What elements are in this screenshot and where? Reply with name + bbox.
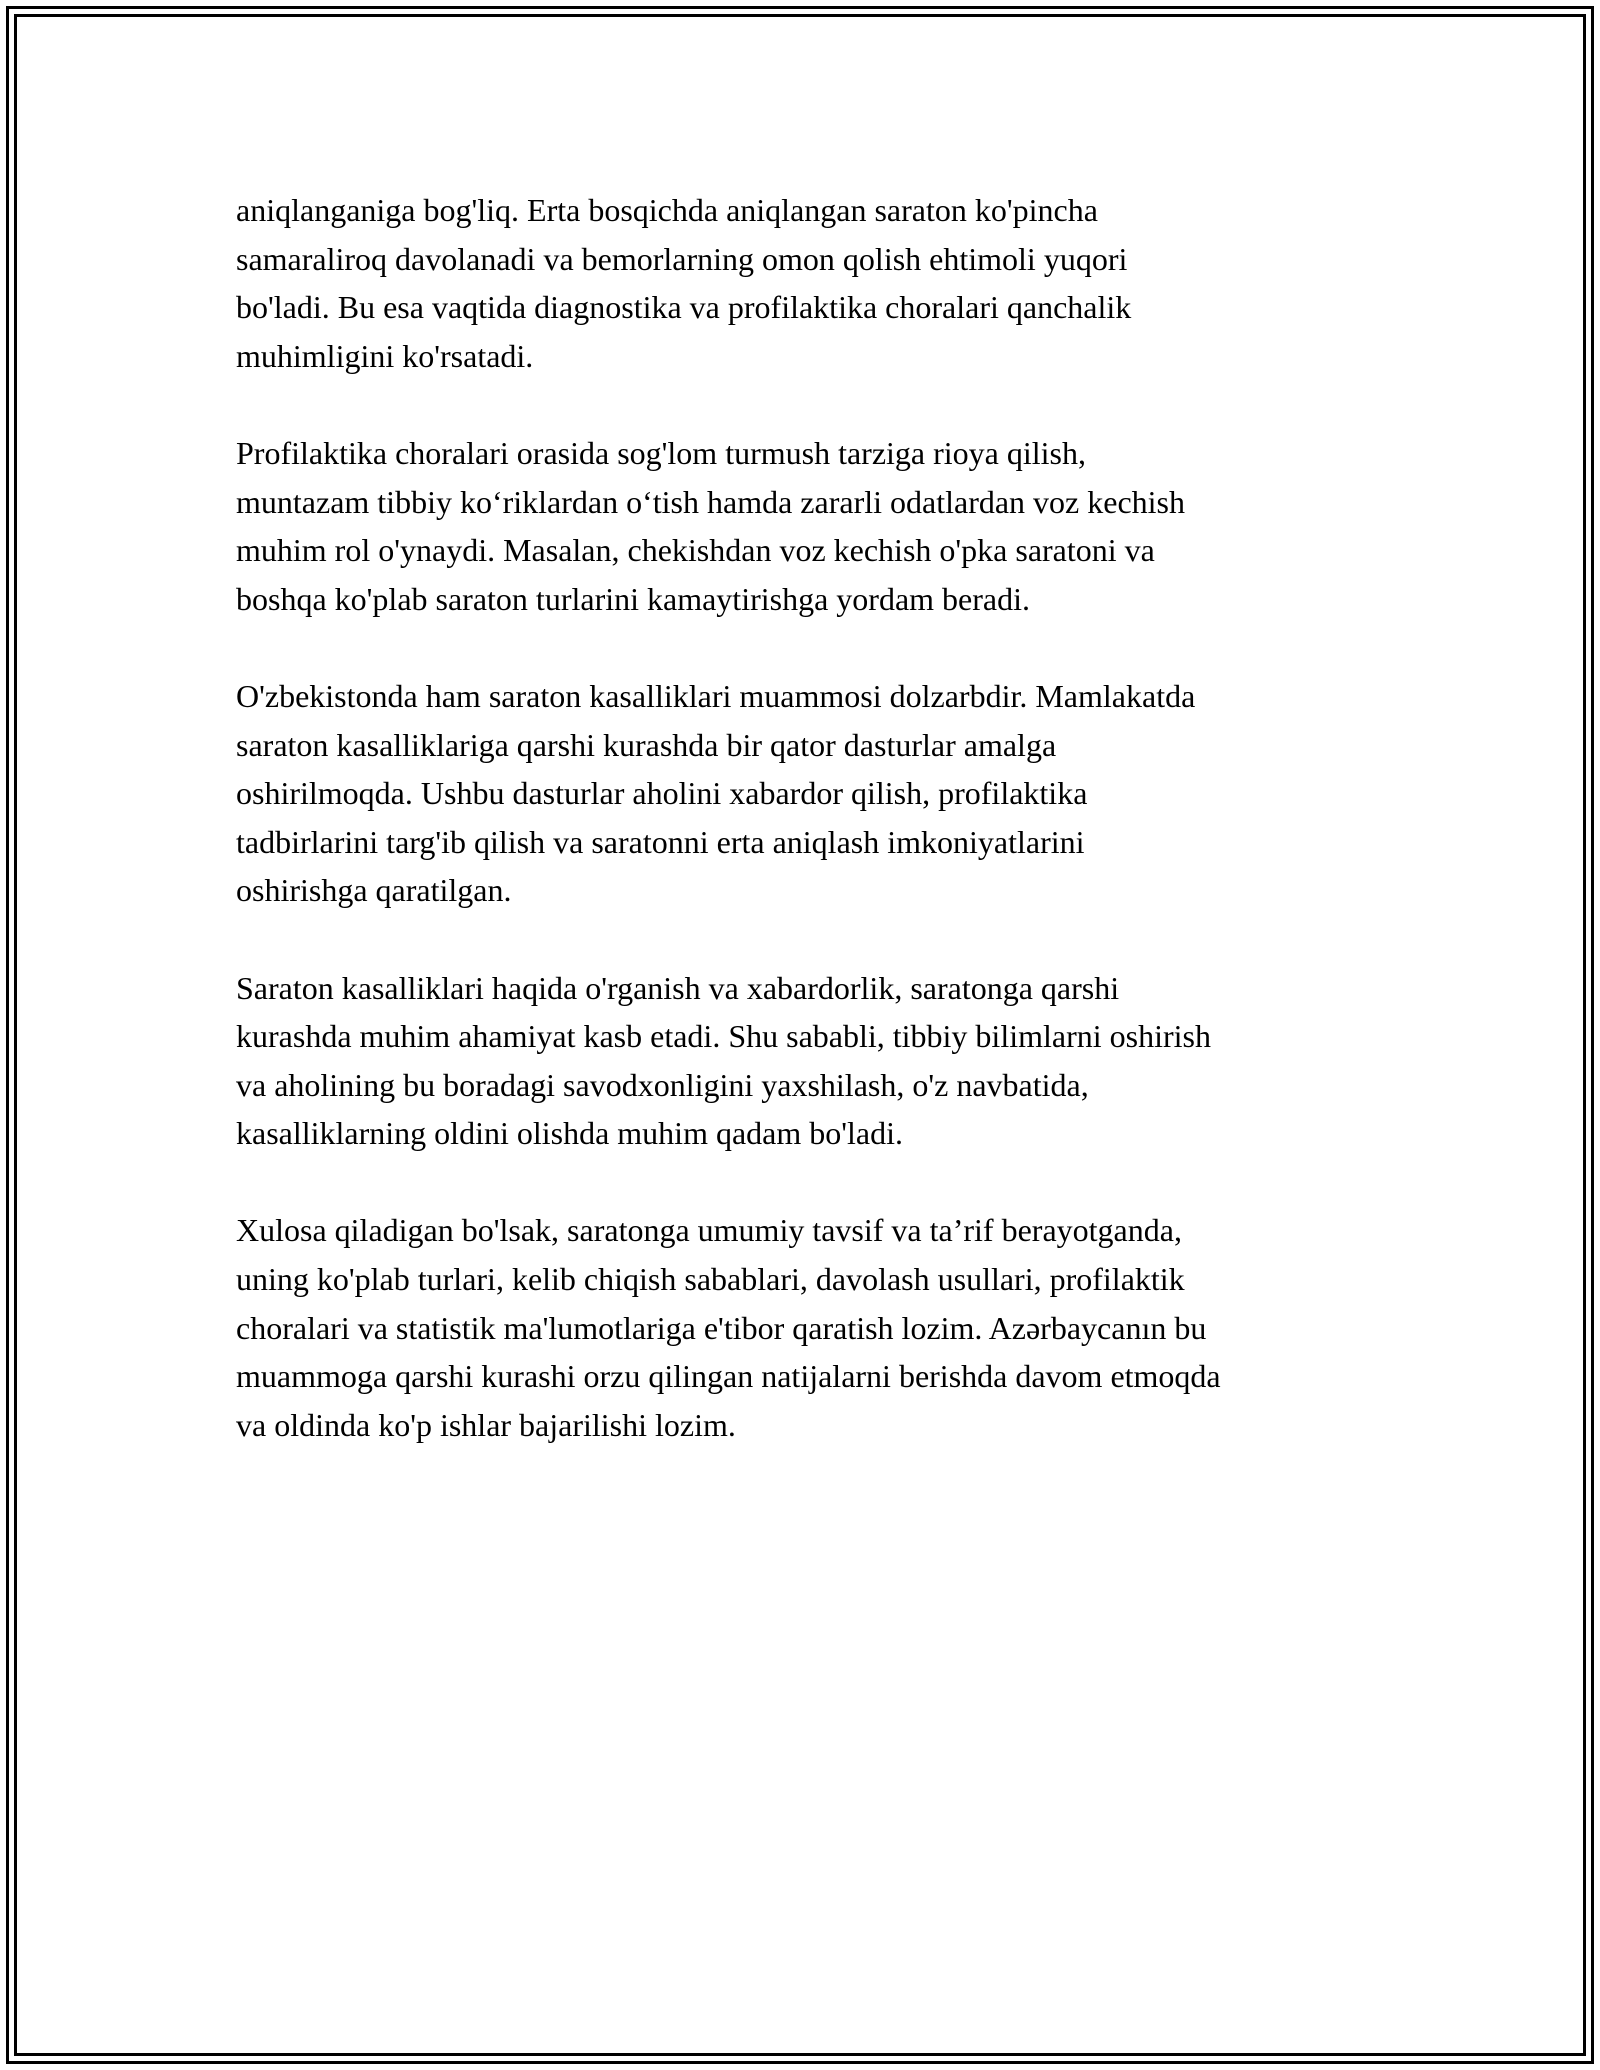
paragraph-1: aniqlanganiga bog'liq. Erta bosqichda aniqlangan saraton ko'pincha samaraliroq davolanadi va bemorlarning omon qolish ehtimoli yuqori bo'ladi. Bu esa vaqtida diagnostika va profilaktika choralari qanchalik muhimligini ko'rsatadi. [236, 192, 1132, 374]
paragraph-5: Xulosa qiladigan bo'lsak, saratonga umumiy tavsif va ta’rif berayotganda, uning ko'plab turlari, kelib chiqish sabablari, davolash usullari, profilaktik choralari va statistik ma'lumotlariga e'tibor qaratish lozim. Azərbaycanın bu muammoga qarshi kurashi orzu qilingan natijalarni berishda davom etmoqda va oldinda ko'p ishlar bajarilishi lozim. [236, 1212, 1221, 1443]
paragraph-4: Saraton kasalliklari haqida o'rganish va xabardorlik, saratonga qarshi kurashda muhim ahamiyat kasb etadi. Shu sababli, tibbiy bilimlarni oshirish va aholining bu boradagi savodxonligini yaxshilash, o'z navbatida, kasalliklarning oldini olishda muhim qadam bo'ladi. [236, 969, 1211, 1152]
document-body [236, 186, 1386, 1498]
paragraph-3: O'zbekistonda ham saraton kasalliklari muammosi dolzarbdir. Mamlakatda saraton kasalliklariga qarshi kurashda bir qator dasturlar amalga oshirilmoqda. Ushbu dasturlar aholini xabardor qilish, profilaktika tadbirlarini targ'ib qilish va saratonni erta aniqlash imkoniyatlarini oshirishga qaratilgan. [236, 677, 1196, 909]
paragraph-2: Profilaktika choralari orasida sog'lom turmush tarziga rioya qilish, muntazam tibbiy koʻriklardan oʻtish hamda zararli odatlardan voz kechish muhim rol o'ynaydi. Masalan, chekishdan voz kechish o'pka saratoni va boshqa ko'plab saraton turlarini kamaytirishga yordam beradi. [236, 434, 1185, 617]
